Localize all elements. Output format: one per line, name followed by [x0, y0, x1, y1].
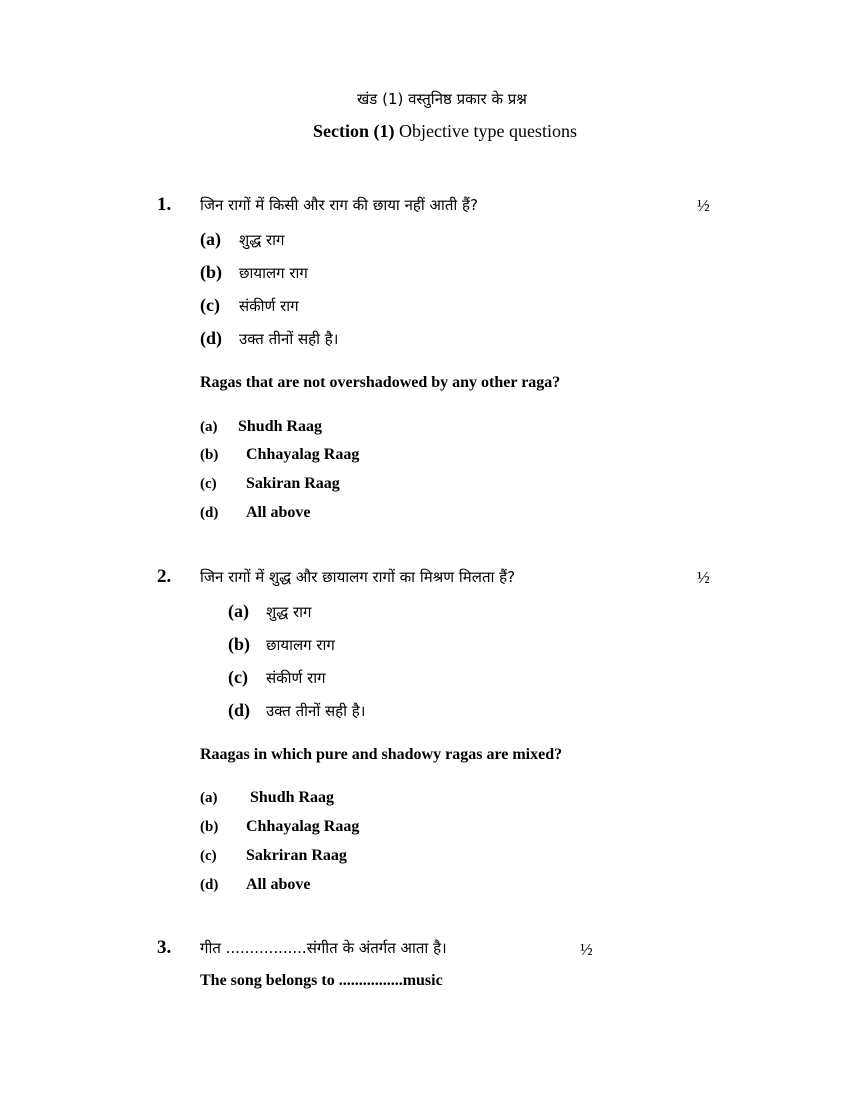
option-key: (c) [200, 848, 217, 864]
option-text-hindi: संकीर्ण राग [239, 297, 299, 315]
question-text-english: The song belongs to ................music [200, 972, 443, 989]
option-text-hindi: छायालग राग [239, 264, 308, 282]
question-number: 2. [157, 566, 172, 587]
option-text-hindi: शुद्ध राग [239, 231, 285, 249]
option-key: (c) [200, 476, 217, 492]
question-text-hindi: गीत .................संगीत के अंतर्गत आता है। [200, 939, 447, 957]
option-text-hindi: शुद्ध राग [266, 603, 312, 621]
option-text-hindi: संकीर्ण राग [266, 669, 326, 687]
section-title-hindi: खंड (1) वस्तुनिष्ठ प्रकार के प्रश्न [357, 90, 527, 108]
option-text-english: All above [246, 504, 311, 521]
option-key: (d) [228, 700, 250, 720]
option-text-english: Sakiran Raag [246, 475, 340, 492]
question-text-english: Ragas that are not overshadowed by any other raga? [200, 374, 561, 391]
option-key: (b) [200, 819, 219, 835]
option-key: (b) [228, 634, 250, 654]
option-key: (a) [200, 419, 218, 435]
section-subtitle: Objective type questions [398, 121, 577, 141]
question-text-hindi: जिन रागों में किसी और राग की छाया नहीं आती हैं? [200, 196, 478, 214]
section-title-english [313, 121, 577, 142]
option-key: (d) [200, 328, 222, 348]
option-key: (a) [200, 790, 218, 806]
option-text-english: Chhayalag Raag [246, 818, 360, 835]
question-marks: ½ [580, 940, 593, 959]
question-number: 1. [157, 194, 172, 215]
question-text-english: Raagas in which pure and shadowy ragas are mixed? [200, 746, 563, 763]
option-key: (b) [200, 262, 222, 282]
question-marks: ½ [697, 196, 710, 215]
question-marks: ½ [697, 568, 710, 587]
option-key: (d) [200, 877, 219, 893]
option-key: (c) [200, 295, 220, 315]
question-number: 3. [157, 937, 172, 958]
option-text-english: Shudh Raag [238, 418, 323, 435]
option-key: (c) [228, 667, 248, 687]
option-text-english: Chhayalag Raag [246, 446, 360, 463]
option-text-hindi: उक्त तीनों सही है। [239, 330, 339, 348]
option-text-english: Sakriran Raag [246, 847, 347, 864]
option-key: (a) [228, 601, 249, 621]
option-key: (a) [200, 229, 221, 249]
option-text-hindi: छायालग राग [266, 636, 335, 654]
option-key: (b) [200, 447, 219, 463]
option-text-hindi: उक्त तीनों सही है। [266, 702, 366, 720]
option-text-english: All above [246, 876, 311, 893]
question-text-hindi: जिन रागों में शुद्ध और छायालग रागों का मिश्रण मिलता हैं? [200, 568, 516, 586]
section-label: Section (1) [313, 121, 395, 141]
option-key: (d) [200, 505, 219, 521]
option-text-english: Shudh Raag [250, 789, 335, 806]
